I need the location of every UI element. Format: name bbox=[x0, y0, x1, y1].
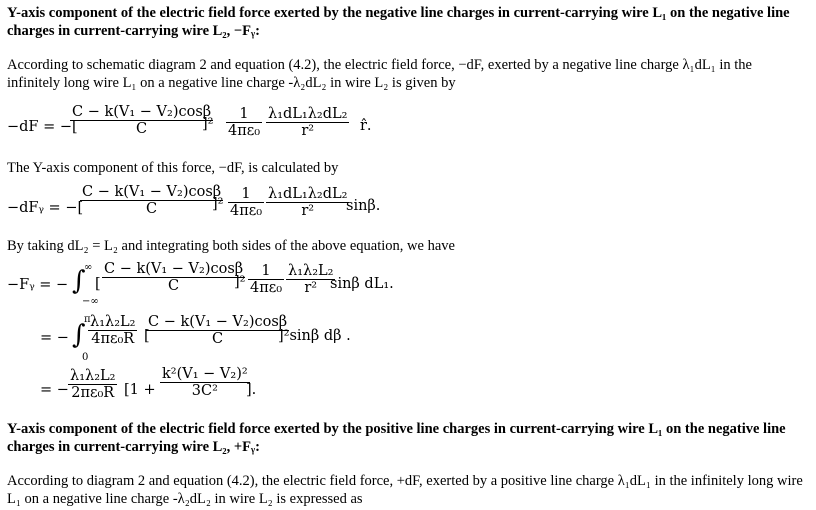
eq-tail: sinβ dL₁. bbox=[330, 276, 394, 292]
equation-Fy bbox=[0, 260, 420, 312]
paragraph-y-component: The Y-axis component of this force, −dF, is calculated by bbox=[7, 160, 339, 176]
paragraph-integrating: By taking dL₂ = L₂ and integrating both sides of the above equation, we have bbox=[7, 238, 455, 254]
equation-Fy-beta bbox=[0, 312, 380, 366]
eq-tail: ]. bbox=[246, 382, 257, 398]
paragraph-positive-intro: According to diagram 2 and equation (4.2), the electric field force, +dF, exerted by a positive line charge λ₁dL₁ in the infinitely long wire L₁ on a negative line charge -λ₂dL₂ in wire L₂ is expressed as bbox=[7, 473, 803, 507]
equation-dF bbox=[0, 104, 400, 154]
fraction-charges: $\frac{\text{λ₁λ₂L₂}}{\text{r²}}$ bbox=[288, 263, 334, 296]
fraction-coulomb: $\frac{1}{\text{4πε₀}}$ bbox=[250, 263, 283, 296]
power-two: ]² bbox=[212, 196, 224, 212]
fraction-bracket: $\frac{\text{C − k(V₁ − V₂)cosβ}}{C}$ bbox=[148, 314, 288, 347]
eq-lhs: = − bbox=[40, 330, 69, 346]
eq-lhs: −dF = −[ bbox=[7, 119, 78, 135]
bracket-one-plus: [1 + bbox=[124, 382, 156, 398]
fraction-prefactor: $\frac{\text{λ₁λ₂L₂}}{\text{4πε₀R}}$ bbox=[90, 314, 136, 347]
power-two: ]² bbox=[202, 116, 214, 132]
integral-sign: ∫ bbox=[72, 320, 86, 350]
bracket-open: [ bbox=[95, 276, 101, 292]
section-heading-positive: Y-axis component of the electric field force exerted by the positive line charges in current-carrying wire L₁ on the negative line charges in current-carrying wire L₂, +Fᵧ: bbox=[7, 421, 786, 455]
power-two: ]² bbox=[234, 274, 246, 290]
bracket-open: [ bbox=[144, 328, 150, 344]
fraction-charges: $\frac{\text{λ₁dL₁λ₂dL₂}}{\text{r²}}$ bbox=[268, 106, 348, 139]
fraction-prefactor: $\frac{\text{λ₁λ₂L₂}}{\text{2πε₀R}}$ bbox=[70, 368, 116, 401]
fraction-bracket: $\frac{\text{C − k(V₁ − V₂)cosβ}}{C}$ bbox=[104, 261, 244, 294]
integral-lower-limit: −∞ bbox=[82, 296, 99, 307]
fraction-squared: $\frac{\text{k²(V₁ − V₂)²}}{\text{3C²}}$ bbox=[162, 366, 248, 399]
eq-tail: ]²sinβ dβ . bbox=[278, 328, 351, 344]
fraction-bracket: $\frac{\text{C − k(V₁ − V₂)cosβ}}{C}$ bbox=[82, 184, 222, 217]
fraction-coulomb: $\frac{1}{\text{4πε₀}}$ bbox=[228, 106, 261, 139]
eq-lhs: −Fᵧ = − bbox=[7, 277, 69, 293]
integral-upper-limit: π bbox=[84, 314, 91, 325]
equation-dFy bbox=[0, 184, 420, 234]
fraction-charges: $\frac{\text{λ₁dL₁λ₂dL₂}}{\text{r²}}$ bbox=[268, 186, 348, 219]
eq-tail: sinβ. bbox=[346, 198, 381, 214]
eq-lhs: = − bbox=[40, 382, 69, 398]
fraction-coulomb: $\frac{1}{\text{4πε₀}}$ bbox=[230, 186, 263, 219]
paragraph-intro: According to schematic diagram 2 and equation (4.2), the electric field force, −dF, exerted by a negative line charge λ₁dL₁ in the infinitely long wire L₁ on a negative line charge -λ₂dL₂ in wire L₂ is given by bbox=[7, 57, 752, 91]
integral-upper-limit: ∞ bbox=[84, 262, 93, 273]
integral-lower-limit: 0 bbox=[82, 352, 89, 363]
eq-tail: r̂. bbox=[360, 118, 372, 134]
fraction-bracket: $\frac{\text{C − k(V₁ − V₂)cosβ}}{C}$ bbox=[72, 104, 212, 137]
equation-Fy-result bbox=[0, 366, 320, 416]
eq-lhs: −dFᵧ = −[ bbox=[7, 200, 84, 216]
section-heading-negative: Y-axis component of the electric field force exerted by the negative line charges in current-carrying wire L₁ on the negative line charges in current-carrying wire L₂, −Fᵧ: bbox=[7, 5, 790, 39]
integral-sign: ∫ bbox=[72, 266, 86, 296]
